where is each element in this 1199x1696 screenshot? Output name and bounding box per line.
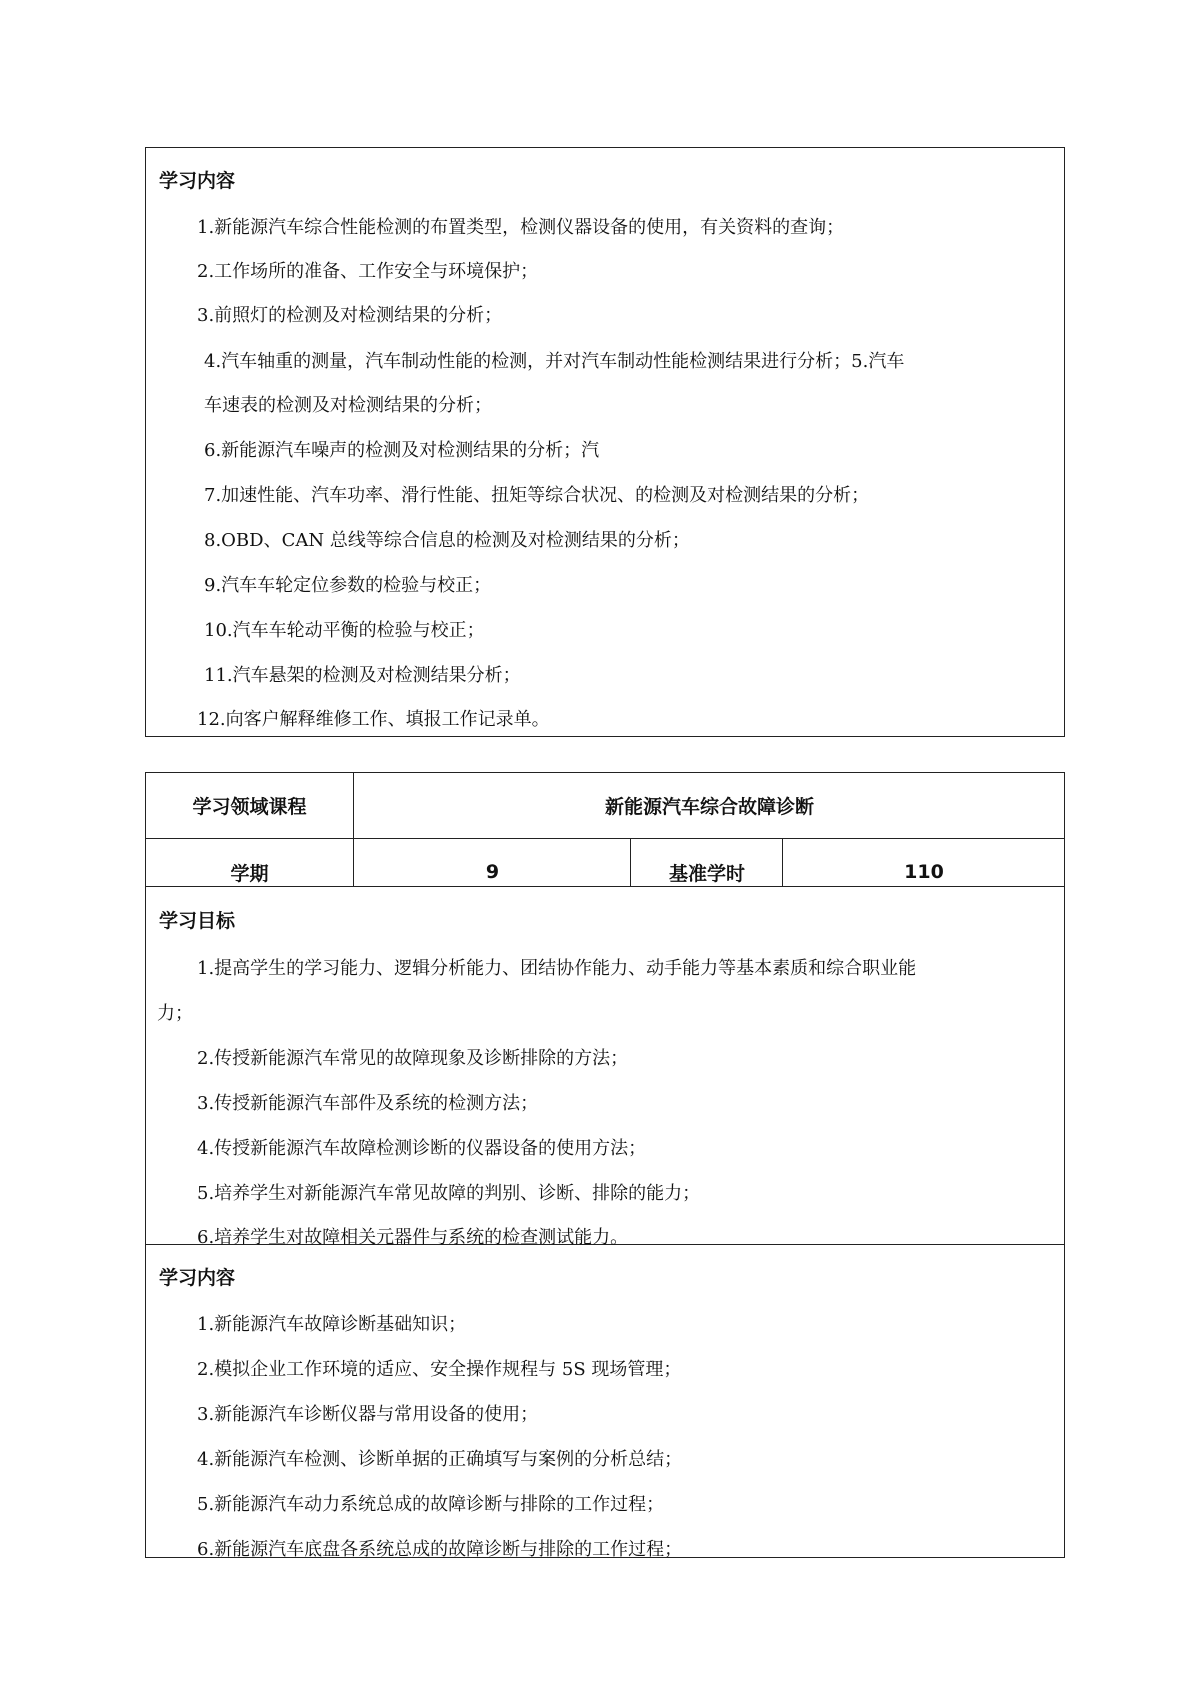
term-label-cell [146,852,353,892]
term-value-cell [355,852,630,892]
hours-label-cell [632,852,782,892]
content1-item-6: 6.新能源汽车噪声的检测及对检测结果的分析；汽 [204,440,600,461]
content1-item-9: 9.汽车车轮定位参数的检验与校正； [204,575,492,596]
content1-item-7: 7.加速性能、汽车功率、滑行性能、扭矩等综合状况、的检测及对检测结果的分析； [204,485,870,506]
term-label: 学期 [230,862,269,885]
objective-item-2: 2.传授新能源汽车常见的故障现象及诊断排除的方法； [197,1048,629,1069]
content1-item-8: 8.OBD、CAN 总线等综合信息的检测及对检测结果的分析； [204,530,690,551]
course-label-cell [146,773,353,838]
content1-item-4-cont: 车速表的检测及对检测结果的分析； [204,395,492,416]
course-name-cell [355,773,1064,838]
section1-heading: 学习内容 [159,170,236,192]
content2-item-1: 1.新能源汽车故障诊断基础知识； [197,1314,467,1335]
content1-item-2: 2.工作场所的准备、工作安全与环境保护； [197,261,539,282]
term-value: 9 [485,861,500,883]
grid-line [782,838,783,887]
content1-item-4: 4.汽车轴重的测量，汽车制动性能的检测，并对汽车制动性能检测结果进行分析；5.汽车 [204,351,905,372]
content1-item-10: 10.汽车车轮动平衡的检验与校正； [204,620,485,641]
hours-label: 基准学时 [668,862,745,885]
course-label: 学习领域课程 [192,796,307,818]
grid-line [630,838,631,887]
objective-item-1-cont: 力； [157,1003,193,1024]
objective-item-6: 6.培养学生对故障相关元器件与系统的检查测试能力。 [197,1227,629,1248]
content1-item-1: 1.新能源汽车综合性能检测的布置类型，检测仪器设备的使用，有关资料的查询； [197,217,845,238]
course-name: 新能源汽车综合故障诊断 [604,796,814,818]
objective-item-1: 1.提高学生的学习能力、逻辑分析能力、团结协作能力、动手能力等基本素质和综合职业能 [197,958,917,979]
content2-item-3: 3.新能源汽车诊断仪器与常用设备的使用； [197,1404,539,1425]
grid-line [353,772,354,887]
content1-item-11: 11.汽车悬架的检测及对检测结果分析； [204,665,521,686]
content2-item-2: 2.模拟企业工作环境的适应、安全操作规程与 5S 现场管理； [197,1359,682,1380]
content2-item-6: 6.新能源汽车底盘各系统总成的故障诊断与排除的工作过程； [197,1539,683,1560]
content1-item-3: 3.前照灯的检测及对检测结果的分析； [197,305,503,326]
objectives-heading: 学习目标 [159,910,236,932]
objective-item-4: 4.传授新能源汽车故障检测诊断的仪器设备的使用方法； [197,1138,647,1159]
hours-value: 110 [904,861,944,883]
objective-item-5: 5.培养学生对新能源汽车常见故障的判别、诊断、排除的能力； [197,1183,701,1204]
hours-value-cell [784,852,1064,892]
objective-item-3: 3.传授新能源汽车部件及系统的检测方法； [197,1093,539,1114]
content1-item-12: 12.向客户解释维修工作、填报工作记录单。 [197,709,550,730]
content2-item-4: 4.新能源汽车检测、诊断单据的正确填写与案例的分析总结； [197,1449,683,1470]
grid-line [145,838,1065,839]
content2-item-5: 5.新能源汽车动力系统总成的故障诊断与排除的工作过程； [197,1494,665,1515]
content2-heading: 学习内容 [159,1267,236,1289]
